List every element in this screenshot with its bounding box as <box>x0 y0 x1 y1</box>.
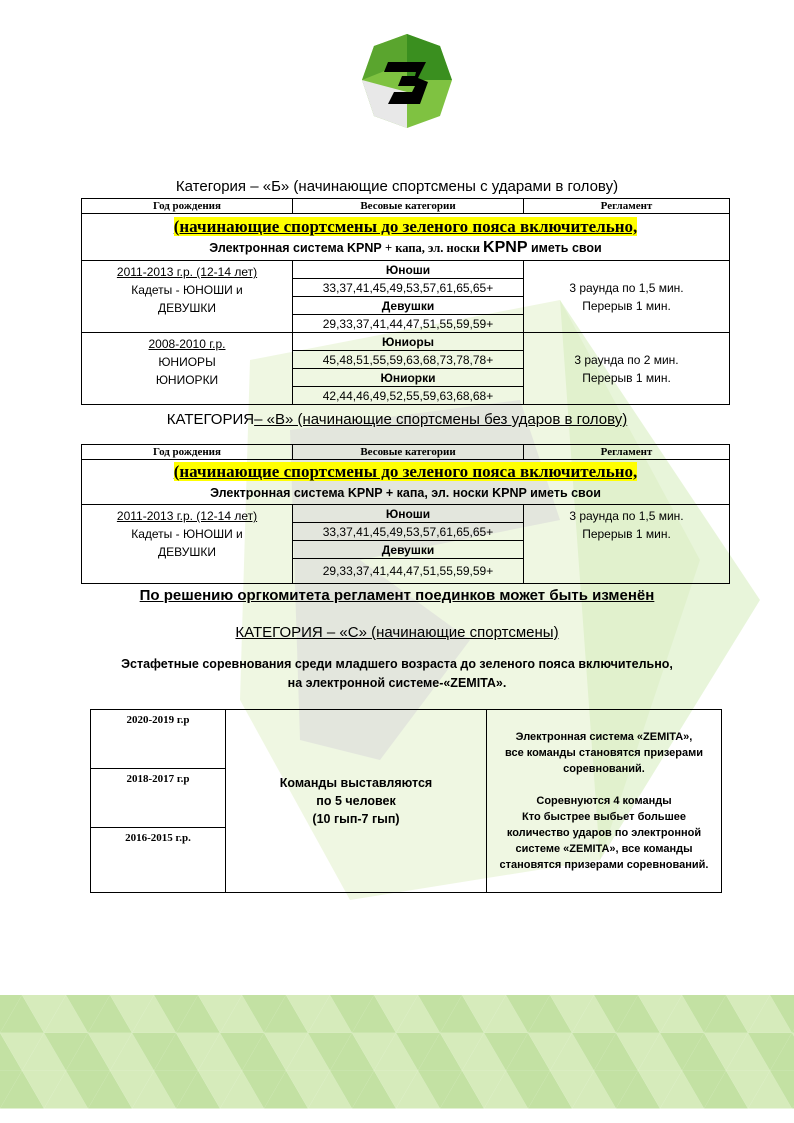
header-weights: Весовые категории <box>293 199 524 214</box>
year-range: 2011-2013 г.р. (12-14 лет) <box>116 509 258 523</box>
group-desc: ДЕВУШКИ <box>158 545 216 559</box>
regulation-break: Перерыв 1 мин. <box>582 527 671 541</box>
teams-text: Команды выставляются <box>279 776 433 790</box>
group-label: Юниоры <box>293 333 524 351</box>
group-label: Девушки <box>293 541 524 559</box>
regulation-break: Перерыв 1 мин. <box>582 370 671 385</box>
year-range: 2011-2013 г.р. (12-14 лет) <box>116 265 258 279</box>
rule-line: Электронная система «ZEMITA», <box>515 731 693 743</box>
notice-text: По решению оргкомитета регламент поединков может быть изменён <box>139 587 655 604</box>
year-range: 2008-2010 г.р. <box>148 337 226 351</box>
category-c-table <box>90 709 722 893</box>
rule-line: становятся призерами соревнований. <box>499 859 709 871</box>
category-b-table <box>81 198 730 405</box>
regulation-rounds: 3 раунда по 1,5 мин. <box>569 509 684 523</box>
group-label: Юниорки <box>293 369 524 387</box>
regulation-rounds: 3 раунда по 2 мин. <box>574 352 679 367</box>
category-c-title: КАТЕГОРИЯ – «С» (начинающие спортсмены) <box>235 624 559 641</box>
weights-list: 45,48,51,55,59,63,68,73,78,78+ <box>293 351 524 369</box>
highlight-text: (начинающие спортсмены до зеленого пояса включительно, <box>173 216 638 236</box>
header-year: Год рождения <box>82 445 293 460</box>
system-text: Электронная система KPNP + капа, эл. носки KPNP иметь свои <box>209 238 602 256</box>
rule-line: количество ударов по электронной <box>506 827 702 839</box>
teams-text: по 5 человек <box>316 794 396 808</box>
category-v-table <box>81 444 730 584</box>
regulation-break: Перерыв 1 мин. <box>582 298 671 313</box>
category-c-intro: Эстафетные соревнования среди младшего возраста до зеленого пояса включительно, <box>121 657 673 671</box>
group-label: Девушки <box>293 297 524 315</box>
rule-line: системе «ZEMITA», все команды <box>515 843 693 855</box>
header-weights: Весовые категории <box>293 445 524 460</box>
group-desc: ЮНИОРЫ <box>158 355 216 369</box>
category-b-title: Категория – «Б» (начинающие спортсмены с ударами в голову) <box>175 178 619 195</box>
weights-list: 29,33,37,41,44,47,51,55,59,59+ <box>293 559 524 584</box>
year-range: 2020-2019 г.р <box>91 710 226 769</box>
group-desc: Кадеты - ЮНОШИ и <box>131 527 243 541</box>
group-desc: ДЕВУШКИ <box>158 301 216 315</box>
group-label: Юноши <box>293 505 524 523</box>
header-regulation: Регламент <box>524 199 730 214</box>
category-v-title: КАТЕГОРИЯ– «В» (начинающие спортсмены без ударов в голову) <box>166 411 628 428</box>
category-c-intro: на электронной системе-«ZEMITA». <box>287 676 507 690</box>
weights-list: 29,33,37,41,44,47,51,55,59,59+ <box>293 315 524 333</box>
year-range: 2018-2017 г.р <box>91 769 226 828</box>
group-desc: ЮНИОРКИ <box>155 373 219 387</box>
highlight-text: (начинающие спортсмены до зеленого пояса включительно, <box>173 461 638 481</box>
rule-line: соревнований. <box>563 763 645 775</box>
regulation-rounds: 3 раунда по 1,5 мин. <box>569 280 684 295</box>
year-range: 2016-2015 г.р. <box>91 828 226 893</box>
system-text: Электронная система KPNP + капа, эл. носки KPNP иметь свои <box>210 485 601 500</box>
weights-list: 42,44,46,49,52,55,59,63,68,68+ <box>293 387 524 405</box>
rule-line: Соревнуются 4 команды <box>536 795 672 807</box>
rule-line: все команды становятся призерами <box>504 747 704 759</box>
logo <box>360 32 454 130</box>
header-regulation: Регламент <box>524 445 730 460</box>
group-desc: Кадеты - ЮНОШИ и <box>131 283 243 297</box>
group-label: Юноши <box>293 261 524 279</box>
rule-line: Кто быстрее выбьет большее <box>522 811 686 823</box>
teams-text: (10 гып-7 гып) <box>312 812 400 826</box>
weights-list: 33,37,41,45,49,53,57,61,65,65+ <box>293 279 524 297</box>
weights-list: 33,37,41,45,49,53,57,61,65,65+ <box>293 523 524 541</box>
header-year: Год рождения <box>82 199 293 214</box>
